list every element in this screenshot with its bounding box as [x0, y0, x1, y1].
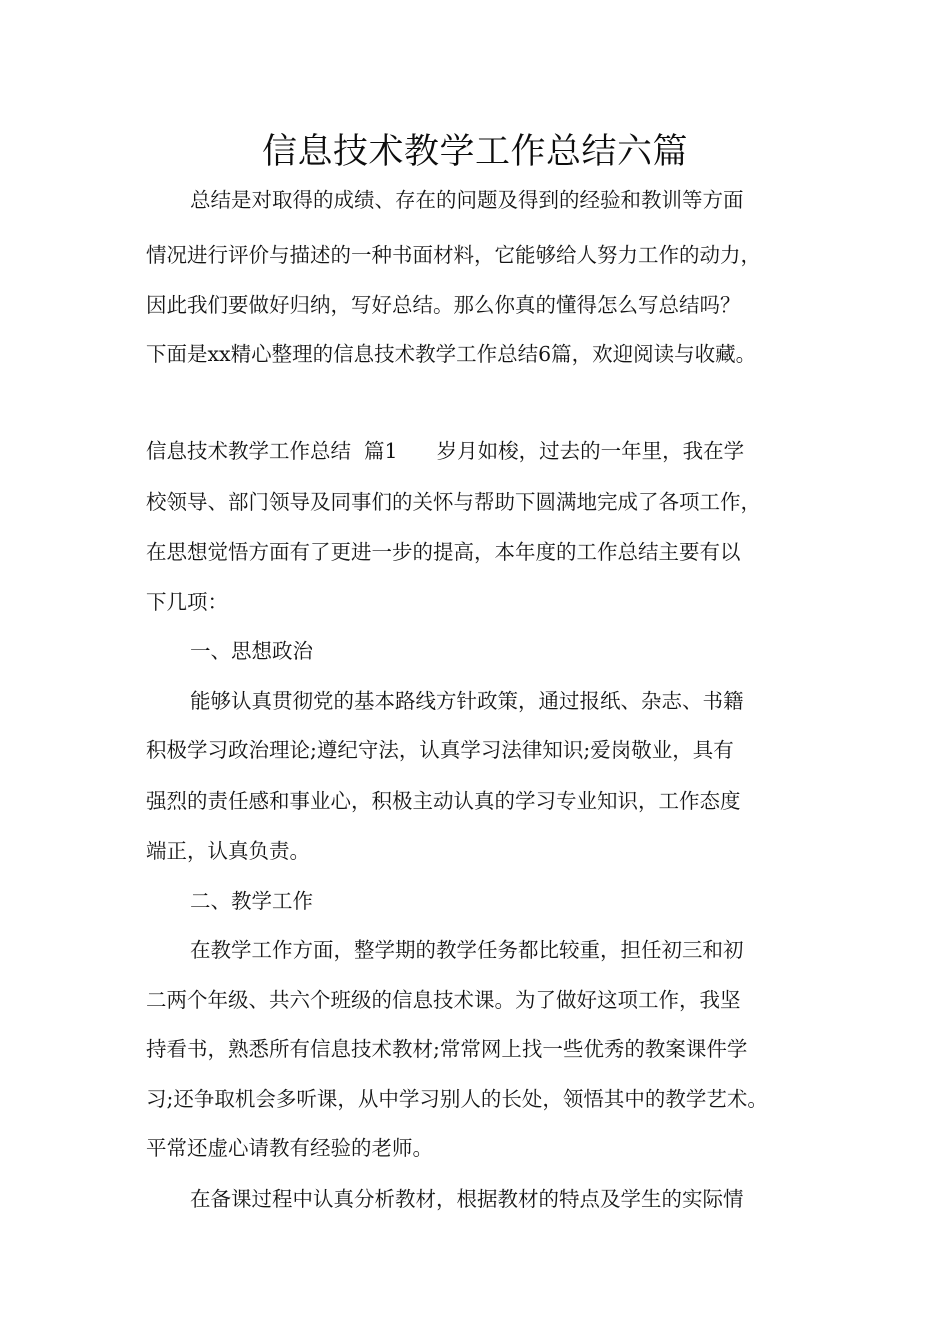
paragraph-line: 下几项：: [146, 590, 228, 614]
paragraph-line: 平常还虚心请教有经验的老师。: [146, 1136, 433, 1160]
paragraph-line: 因此我们要做好归纳，写好总结。那么你真的懂得怎么写总结吗？: [146, 293, 741, 317]
paragraph-line: 总结是对取得的成绩、存在的问题及得到的经验和教训等方面: [190, 188, 744, 212]
paragraph-line: 二两个年级、共六个班级的信息技术课。为了做好这项工作，我坚: [146, 988, 741, 1012]
paragraph-line: 持看书，熟悉所有信息技术教材;常常网上找一些优秀的教案课件学: [146, 1037, 748, 1061]
paragraph-line: 强烈的责任感和事业心，积极主动认真的学习专业知识，工作态度: [146, 789, 741, 813]
subsection-heading: 二、教学工作: [190, 889, 313, 913]
subsection-heading: 一、思想政治: [190, 639, 313, 663]
paragraph-line: 下面是xx精心整理的信息技术教学工作总结6篇，欢迎阅读与收藏。: [146, 342, 757, 366]
paragraph-line: 在备课过程中认真分析教材，根据教材的特点及学生的实际情: [190, 1187, 744, 1211]
paragraph-line: 在教学工作方面，整学期的教学任务都比较重，担任初三和初: [190, 938, 744, 962]
paragraph-line: 习;还争取机会多听课，从中学习别人的长处，领悟其中的教学艺术。: [146, 1087, 768, 1111]
section-heading-line: 信息技术教学工作总结 篇1 岁月如梭，过去的一年里，我在学: [146, 439, 745, 463]
paragraph-line: 在思想觉悟方面有了更进一步的提高，本年度的工作总结主要有以: [146, 540, 741, 564]
document-title: 信息技术教学工作总结六篇: [261, 132, 688, 172]
paragraph-line: 情况进行评价与描述的一种书面材料，它能够给人努力工作的动力，: [146, 243, 761, 267]
paragraph-line: 校领导、部门领导及同事们的关怀与帮助下圆满地完成了各项工作，: [146, 490, 761, 514]
paragraph-line: 积极学习政治理论;遵纪守法，认真学习法律知识;爱岗敬业，具有: [146, 738, 734, 762]
paragraph-line: 端正，认真负责。: [146, 839, 310, 863]
paragraph-line: 能够认真贯彻党的基本路线方针政策，通过报纸、杂志、书籍: [190, 689, 744, 713]
